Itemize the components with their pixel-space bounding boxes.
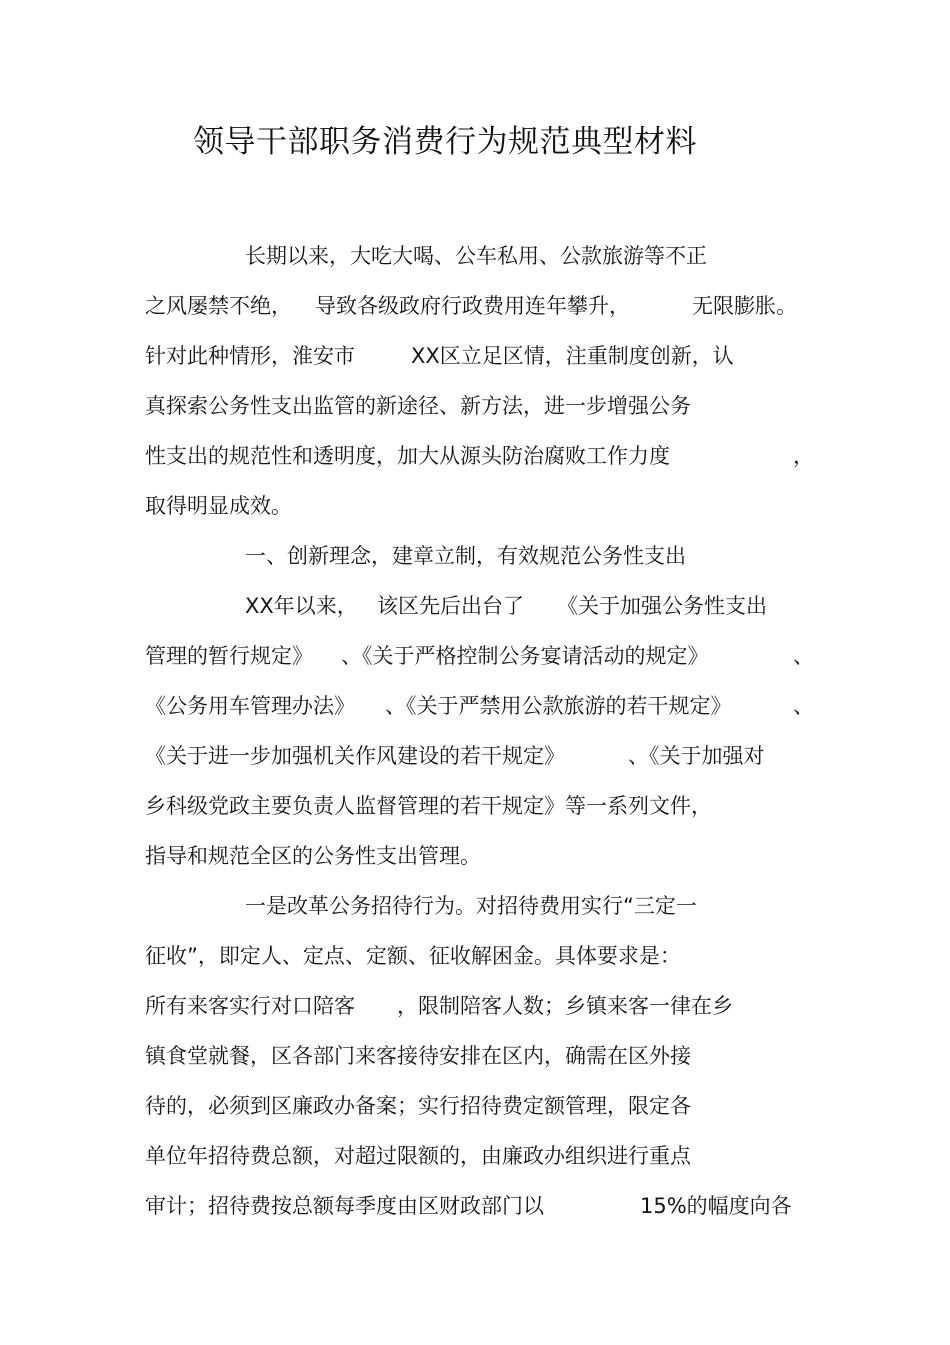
text-segment: ， [793,444,814,468]
text-segment: 、《关于严格控制公务宴请活动的规定》 [341,644,709,668]
text-segment: 15%的幅度向各 [640,1194,792,1218]
text-segment: 《关于加强公务性支出 [557,594,767,618]
text-segment: 、 [793,694,814,718]
text-segment: XX年以来， [245,594,358,618]
text-segment: 所有来客实行对口陪客 [145,994,355,1018]
text-segment: 单位年招待费总额，对超过限额的，由廉政办组织进行重点 [145,1144,691,1168]
text-segment: 镇食堂就餐，区各部门来客接待安排在区内，确需在区外接 [145,1044,691,1068]
text-segment: 指导和规范全区的公务性支出管理。 [145,844,481,868]
text-segment: 待的，必须到区廉政办备案；实行招待费定额管理，限定各 [145,1094,691,1118]
text-segment: 、《关于严禁用公款旅游的若干规定》 [385,694,732,718]
text-segment: 无限膨胀。 [692,294,797,318]
text-segment: 该区先后出台了 [377,594,524,618]
text-segment: 审计；招待费按总额每季度由区财政部门以 [145,1194,544,1218]
text-segment: 、 [793,644,814,668]
text-segment: 征收”，即定人、定点、定额、征收解困金。具体要求是： [145,944,681,968]
text-segment: 长期以来，大吃大喝、公车私用、公款旅游等不正 [245,244,707,268]
text-segment: 、《关于加强对 [628,744,765,768]
document-title: 领导干部职务消费行为规范典型材料 [193,124,697,160]
text-segment: 真探索公务性支出监管的新途径、新方法，进一步增强公务 [145,394,691,418]
text-segment: 之风屡禁不绝， [145,294,292,318]
text-segment: 《公务用车管理办法》 [145,694,355,718]
text-segment: 一、创新理念，建章立制，有效规范公务性支出 [245,544,686,568]
text-segment: 性支出的规范性和透明度，加大从源头防治腐败工作力度 [145,444,670,468]
text-segment: 一是改革公务招待行为。对招待费用实行“三定一 [245,894,697,918]
text-segment: ，限制陪客人数；乡镇来客一律在乡 [397,994,733,1018]
text-segment: 取得明显成效。 [145,494,292,518]
text-segment: XX区立足区情，注重制度创新，认 [411,344,734,368]
text-segment: 导致各级政府行政费用连年攀升， [315,294,630,318]
text-segment: 《关于进一步加强机关作风建设的若干规定》 [145,744,565,768]
text-segment: 管理的暂行规定》 [145,644,313,668]
text-segment: 乡科级党政主要负责人监督管理的若干规定》等一系列文件， [145,794,712,818]
text-segment: 针对此种情形，淮安市 [145,344,355,368]
